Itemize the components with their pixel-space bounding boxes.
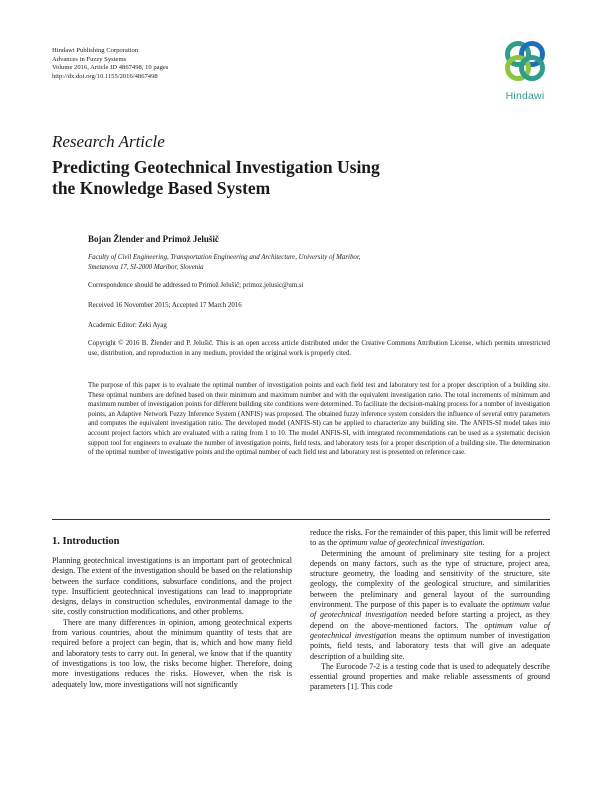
- affiliation: [88, 253, 550, 272]
- hindawi-wordmark: Hindawi: [505, 90, 545, 102]
- text-run: Determining the amount of preliminary site testing for a project depends on many factors, such as the type of structure, project area, structure geometry, the loading and sensitivity of the structure, site geology, the complexity of the geological structure, and similarities between the preliminary and general layout of the surrounding environment. The purpose of this paper is to evaluate the: [310, 548, 550, 610]
- text-run: .: [482, 538, 485, 548]
- left-column: [52, 556, 292, 690]
- volume-info: Volume 2016, Article ID 4867498, 10 pages: [52, 64, 169, 72]
- affiliation-line-2: Smetanova 17, SI-2000 Maribor, Slovenia: [88, 263, 204, 271]
- hindawi-logo: [500, 38, 550, 106]
- intro-paragraph-4: The Eurocode 7-2 is a testing code that is used to adequately describe essential ground properties and make reliable assessments of ground parameters [1]. This code: [310, 661, 550, 692]
- correspondence: Correspondence should be addressed to Primož Jelušič; primoz.jelusic@um.si: [88, 282, 304, 289]
- authors: Bojan Žlender and Primož Jelušič: [88, 234, 219, 244]
- text-run: reduce the risks. For the remainder of this paper, this limit will be referred to as the: [310, 528, 550, 548]
- right-column: [310, 528, 550, 693]
- academic-editor: Academic Editor: Zeki Ayag: [88, 322, 167, 329]
- affiliation-line-1: Faculty of Civil Engineering, Transportation Engineering and Architecture, University of Maribor,: [88, 254, 361, 261]
- intro-paragraph-2: There are many differences in opinion, among geotechnical experts from various countries, about the minimum quantity of tests that are required before a project can begin, that is, which and how many field and laboratory tests to carry out. In general, we know that if the quantity of investigations is too low, the risks become higher. Therefore, doing more investigations reduces the risks. However, when the risk is adequately low, more investigations will not significantly: [52, 617, 292, 689]
- intro-paragraph-1: Planning geotechnical investigations is an important part of geotechnical design. The extent of the investigation should be based on the relationship between the surface conditions, subsurface conditions, and the project type. Insufficient geotechnical investigations can lead to inappropriate designs, delays in construction schedules, environmental damage to the site, costly construction modifications, and other problems.: [52, 556, 292, 617]
- text-run: needed before starting a project, as they depend on the above-mentioned factors. The: [310, 610, 550, 630]
- title-line-1: Predicting Geotechnical Investigation Using: [52, 157, 380, 177]
- text-run: means the optimum number of investigation points, field tests, and laboratory tests that will give an adequate description of a building site.: [310, 630, 550, 661]
- received-accepted-dates: Received 16 November 2015; Accepted 17 March 2016: [88, 302, 242, 309]
- title-line-2: the Knowledge Based System: [52, 178, 271, 198]
- hindawi-interlocking-rings-icon: [500, 38, 550, 88]
- journal-name: Advances in Fuzzy Systems: [52, 55, 127, 63]
- article-type: Research Article: [52, 132, 165, 151]
- doi-link[interactable]: http://dx.doi.org/10.1155/2016/4867498: [52, 72, 158, 80]
- publisher-name: Hindawi Publishing Corporation: [52, 47, 139, 54]
- journal-info: [52, 47, 168, 81]
- emphasis-optimum-value: optimum value of geotechnical investigation: [310, 620, 550, 640]
- article-title: [52, 157, 522, 199]
- section-heading-introduction: 1. Introduction: [52, 536, 120, 547]
- section-divider: [52, 519, 550, 520]
- abstract: The purpose of this paper is to evaluate the optimal number of investigation points and each field test and laboratory test for a proper description of a building site. These optimal numbers are defined based on their minimum and maximum number and with the equivalent investigation ratio. The total increments of minimum and maximum number of investigation points for different building site conditions were determined. To facilitate the decision-making process for a number of investigation points, an Adaptive Network Fuzzy Inference System (ANFIS) was proposed. The obtained fuzzy inference system considers the influence of several entry parameters and computes the equivalent investigation ratio. The developed model (ANFIS-SI) can be applied to characterize any building site. The ANFIS-SI model takes into account project factors which are evaluated with a rating from 1 to 10. The model ANFIS-SI, with integrated recommendations can be used as a systematic decision support tool for engineers to evaluate the number of investigation points, field tests, and laboratory tests for a proper description of a building site. The determination of the optimal number of investigative points and the optimal number of each field test and laboratory test is presented on reference case.: [88, 382, 550, 457]
- intro-paragraph-continued: [310, 528, 550, 549]
- copyright-notice: Copyright © 2016 B. Žlender and P. Jelušič. This is an open access article distributed under the Creative Commons Attribution License, which permits unrestricted use, distribution, and reproduction in any medium, provided the original work is properly cited.: [88, 340, 550, 357]
- emphasis-optimum-value: optimum value of geotechnical investigation: [310, 600, 550, 620]
- emphasis-optimum-value: optimum value of geotechnical investigation: [339, 538, 483, 548]
- intro-paragraph-3: [310, 549, 550, 662]
